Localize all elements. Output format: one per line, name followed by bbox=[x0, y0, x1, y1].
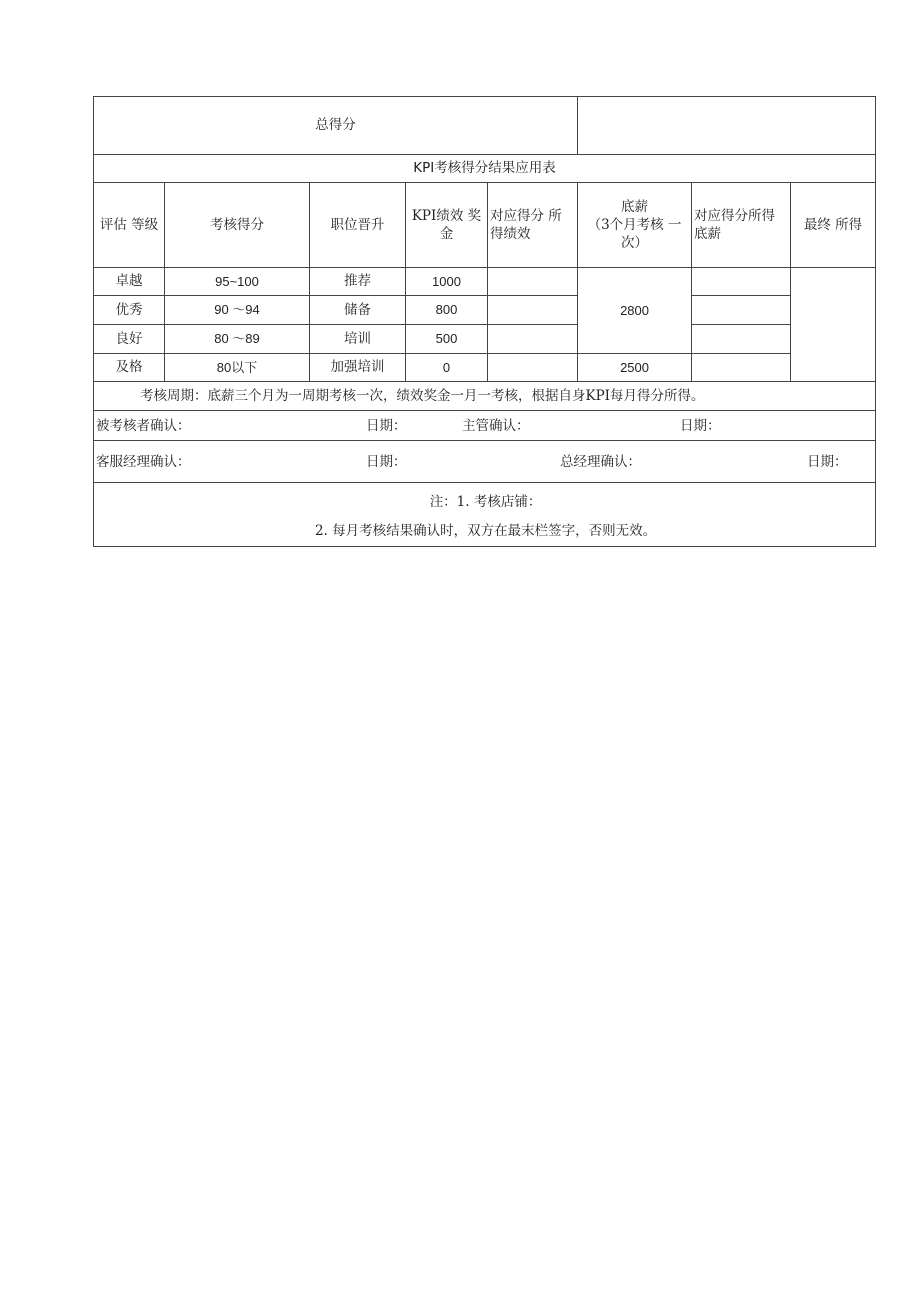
table-row bbox=[94, 296, 876, 325]
bonus-cell: 500 bbox=[406, 325, 488, 354]
salary-by-score-cell[interactable] bbox=[692, 354, 791, 382]
salary-by-score-cell[interactable] bbox=[692, 268, 791, 296]
header-score: 考核得分 bbox=[165, 183, 310, 268]
kpi-score-table bbox=[93, 96, 876, 547]
grade-cell: 及格 bbox=[94, 354, 165, 382]
table-title: KPI考核得分结果应用表 bbox=[94, 155, 876, 183]
table-row bbox=[94, 325, 876, 354]
promotion-cell: 培训 bbox=[310, 325, 406, 354]
salary-by-score-cell[interactable] bbox=[692, 325, 791, 354]
score-cell: 90 ～94 bbox=[165, 296, 310, 325]
bonus-by-score-cell[interactable] bbox=[488, 268, 578, 296]
bonus-by-score-cell[interactable] bbox=[488, 354, 578, 382]
header-base-salary-line2: （3个月考核 一次） bbox=[587, 216, 682, 252]
header-promotion: 职位晋升 bbox=[310, 183, 406, 268]
header-row bbox=[94, 183, 876, 268]
sign-row-1 bbox=[94, 411, 876, 441]
note-line-2: 2. 每月考核结果确认时，双方在最末栏签字，否则无效。 bbox=[314, 523, 657, 539]
bonus-cell: 800 bbox=[406, 296, 488, 325]
examinee-confirm-label: 被考核者确认： bbox=[96, 417, 191, 434]
promotion-cell: 推荐 bbox=[310, 268, 406, 296]
total-score-label: 总得分 bbox=[94, 97, 578, 155]
cycle-row bbox=[94, 382, 876, 411]
header-base-salary-line1: 底薪 bbox=[621, 198, 649, 215]
grade-cell: 卓越 bbox=[94, 268, 165, 296]
examinee-date-label: 日期： bbox=[366, 417, 407, 434]
cycle-note: 考核周期：底薪三个月为一周期考核一次，绩效奖金一月一考核，根据自身KPI每月得分所得。 bbox=[94, 382, 876, 411]
header-bonus-by-score: 对应得分 所得绩效 bbox=[488, 183, 578, 268]
note-line-1: 注：1. 考核店铺： bbox=[429, 494, 542, 510]
grade-cell: 良好 bbox=[94, 325, 165, 354]
promotion-cell: 储备 bbox=[310, 296, 406, 325]
table-row bbox=[94, 268, 876, 296]
supervisor-confirm-label: 主管确认： bbox=[462, 417, 530, 434]
grade-cell: 优秀 bbox=[94, 296, 165, 325]
score-cell: 95~100 bbox=[165, 268, 310, 296]
total-score-row bbox=[94, 97, 876, 155]
header-kpi-bonus: KPI绩效 奖金 bbox=[406, 183, 488, 268]
cs-manager-date-label: 日期： bbox=[366, 453, 407, 470]
gm-confirm-label: 总经理确认： bbox=[560, 453, 641, 470]
bonus-cell: 1000 bbox=[406, 268, 488, 296]
salary-by-score-cell[interactable] bbox=[692, 296, 791, 325]
bonus-cell: 0 bbox=[406, 354, 488, 382]
supervisor-date-label: 日期： bbox=[680, 417, 721, 434]
header-grade: 评估 等级 bbox=[94, 183, 165, 268]
header-final: 最终 所得 bbox=[791, 183, 876, 268]
sign-row-2 bbox=[94, 441, 876, 483]
score-cell: 80 ～89 bbox=[165, 325, 310, 354]
promotion-cell: 加强培训 bbox=[310, 354, 406, 382]
header-base-salary bbox=[578, 183, 692, 268]
cs-manager-confirm-label: 客服经理确认： bbox=[96, 453, 191, 470]
gm-date-label: 日期： bbox=[807, 453, 848, 470]
score-cell: 80以下 bbox=[165, 354, 310, 382]
base-salary-cell-top: 2800 bbox=[578, 268, 692, 354]
title-row bbox=[94, 155, 876, 183]
final-cell[interactable] bbox=[791, 268, 876, 382]
header-salary-by-score: 对应得分所得底薪 bbox=[692, 183, 791, 268]
total-score-value[interactable] bbox=[578, 97, 876, 155]
base-salary-cell-bottom: 2500 bbox=[578, 354, 692, 382]
notes-row bbox=[94, 483, 876, 547]
bonus-by-score-cell[interactable] bbox=[488, 325, 578, 354]
bonus-by-score-cell[interactable] bbox=[488, 296, 578, 325]
table-row bbox=[94, 354, 876, 382]
